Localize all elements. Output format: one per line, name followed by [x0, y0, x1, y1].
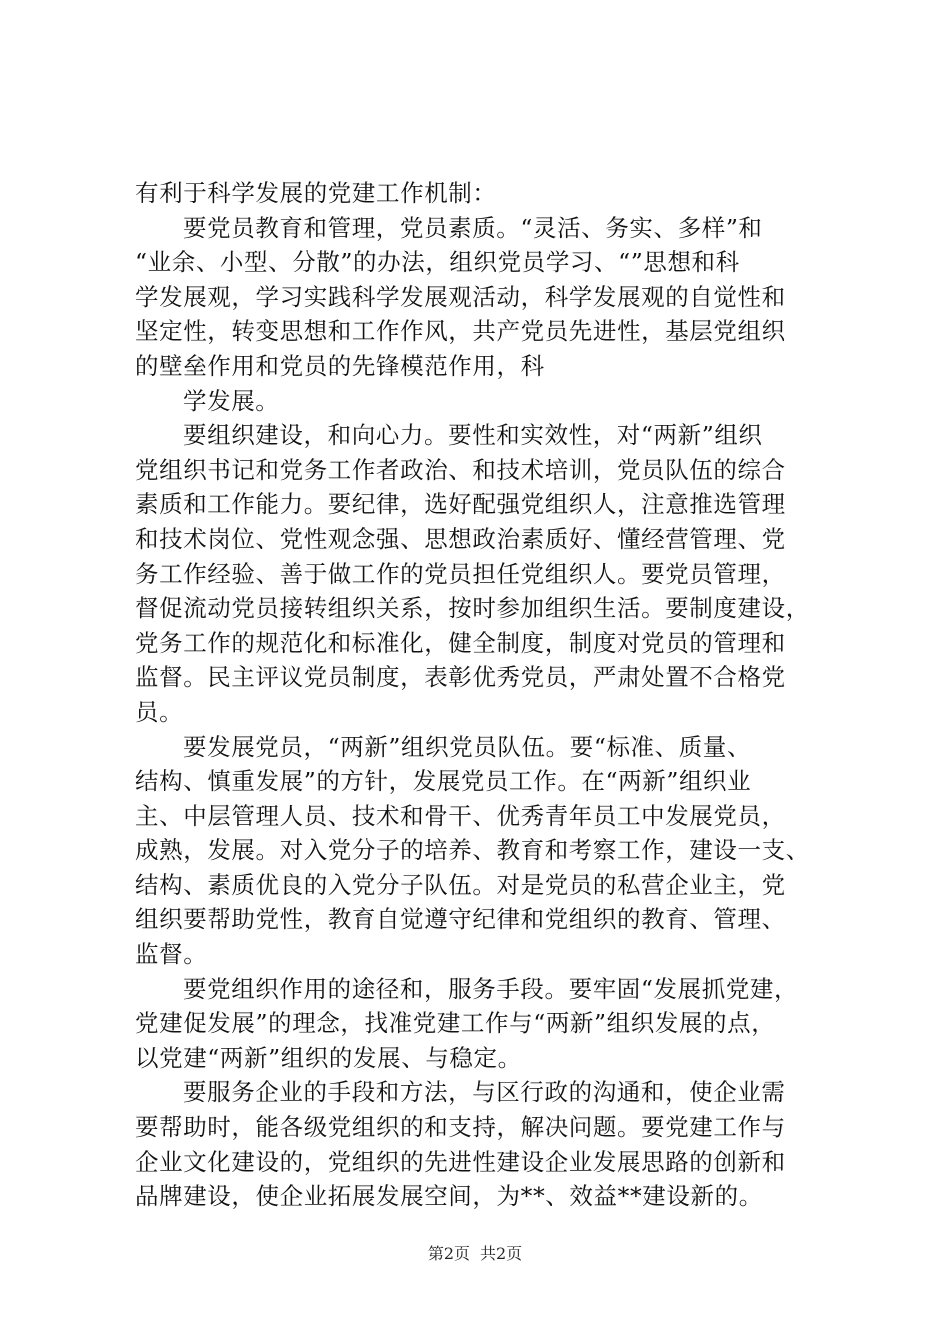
page-number: 第2页 [427, 1244, 470, 1263]
page-footer [0, 1244, 950, 1264]
text-line: 要帮助时，能各级党组织的和支持，解决问题。要党建工作与 [135, 1113, 786, 1142]
text-line: 要发展党员，“两新”组织党员队伍。要“标准、质量、 [183, 732, 752, 761]
text-line: 要党组织作用的途径和，服务手段。要牢固“发展抓党建， [183, 974, 799, 1003]
text-line: 品牌建设，使企业拓展发展空间，为**、效益**建设新的。 [135, 1182, 763, 1211]
text-line: 要党员教育和管理，党员素质。“灵活、务实、多样”和 [183, 213, 763, 242]
text-line: 党建促发展”的理念，找准党建工作与“两新”组织发展的点， [135, 1009, 776, 1038]
text-line: 结构、素质优良的入党分子队伍。对是党员的私营企业主，党 [135, 870, 786, 899]
text-line: “业余、小型、分散”的办法，组织党员学习、“”思想和科 [135, 248, 740, 277]
text-line: 学发展。 [183, 386, 280, 415]
document-body [135, 176, 835, 1214]
text-line: 有利于科学发展的党建工作机制： [135, 179, 497, 207]
text-line: 要服务企业的手段和方法，与区行政的沟通和，使企业需 [183, 1078, 786, 1107]
text-line: 以党建“两新”组织的发展、与稳定。 [135, 1043, 522, 1072]
text-line: 督促流动党员接转组织关系，按时参加组织生活。要制度建设， [135, 594, 810, 623]
text-line: 素质和工作能力。要纪律，选好配强党组织人，注意推选管理 [135, 490, 786, 519]
text-line: 学发展观，学习实践科学发展观活动，科学发展观的自觉性和 [135, 282, 786, 311]
text-line: 务工作经验、善于做工作的党员担任党组织人。要党员管理， [135, 559, 786, 588]
text-line: 党务工作的规范化和标准化，健全制度，制度对党员的管理和 [135, 628, 786, 657]
text-line: 结构、慎重发展”的方针，发展党员工作。在“两新”组织业 [135, 767, 752, 796]
text-line: 员。 [135, 697, 184, 726]
text-line: 监督。民主评议党员制度，表彰优秀党员，严肃处置不合格党 [135, 663, 786, 692]
text-line: 党组织书记和党务工作者政治、和技术培训，党员队伍的综合 [135, 455, 786, 484]
text-line: 和技术岗位、党性观念强、思想政治素质好、懂经营管理、党 [135, 524, 786, 553]
text-line: 要组织建设，和向心力。要性和实效性，对“两新”组织 [183, 421, 763, 450]
page-total: 共2页 [480, 1244, 523, 1263]
text-line: 主、中层管理人员、技术和骨干、优秀青年员工中发展党员， [135, 801, 786, 830]
text-line: 成熟，发展。对入党分子的培养、教育和考察工作，建设一支、 [135, 836, 810, 865]
text-line: 坚定性，转变思想和工作作风，共产党员先进性，基层党组织 [135, 317, 786, 346]
text-line: 企业文化建设的，党组织的先进性建设企业发展思路的创新和 [135, 1147, 786, 1176]
text-line: 组织要帮助党性，教育自觉遵守纪律和党组织的教育、管理、 [135, 905, 786, 934]
text-line: 的壁垒作用和党员的先锋模范作用，科 [135, 351, 545, 380]
text-line: 监督。 [135, 940, 208, 969]
